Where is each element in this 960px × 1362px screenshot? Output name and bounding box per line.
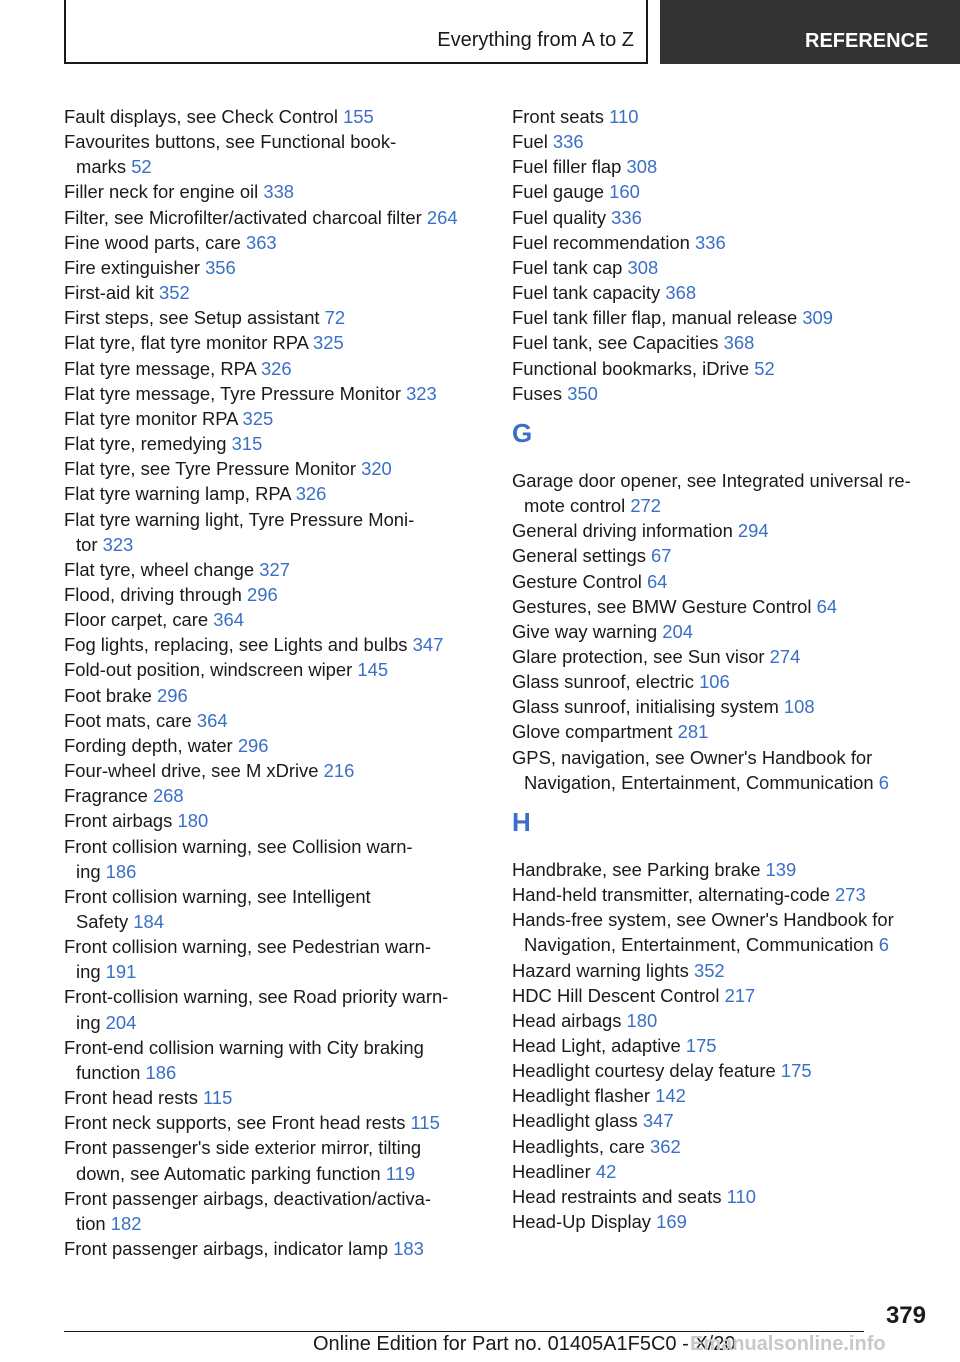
index-term: Favourites buttons, see Functional book‐: [64, 131, 397, 153]
index-entry: [512, 569, 932, 594]
index-entry: [512, 644, 932, 669]
index-term: Front airbags: [64, 810, 173, 832]
index-entry: [64, 305, 484, 330]
page-reference-link[interactable]: 336: [552, 131, 584, 153]
page-reference-link[interactable]: 281: [677, 721, 709, 743]
index-term: Head airbags: [512, 1009, 622, 1031]
page-reference-link[interactable]: 115: [203, 1087, 233, 1109]
index-term: GPS, navigation, see Owner's Handbook for: [512, 746, 873, 768]
page-reference-link[interactable]: 323: [406, 382, 437, 404]
index-term: Flat tyre, wheel change: [64, 558, 255, 580]
page-reference-link[interactable]: 308: [626, 156, 658, 178]
index-entry: [64, 783, 484, 808]
page-reference-link[interactable]: 115: [410, 1112, 440, 1134]
index-term: Hands-free system, see Owner's Handbook for: [512, 909, 894, 931]
index-term-continued: ing: [76, 1011, 101, 1033]
index-term-continued: function: [76, 1061, 141, 1083]
page-reference-link[interactable]: 368: [665, 282, 697, 304]
page-reference-link[interactable]: 52: [754, 357, 775, 379]
index-term-continued: ing: [76, 860, 101, 882]
index-entry: [512, 1008, 932, 1033]
index-entry: [64, 708, 484, 733]
page-reference-link[interactable]: 264: [426, 206, 458, 228]
page-reference-link[interactable]: 42: [595, 1160, 617, 1182]
page-reference-link[interactable]: 350: [567, 382, 598, 404]
index-term: Fuel tank cap: [512, 256, 623, 278]
page-reference-link[interactable]: 175: [780, 1060, 812, 1082]
index-entry: [64, 179, 484, 204]
index-entry: [512, 154, 932, 179]
page-number: 379: [885, 1302, 926, 1329]
index-term: Flat tyre, see Tyre Pressure Monitor: [64, 458, 356, 480]
index-entry: [512, 983, 932, 1008]
page-reference-link[interactable]: 352: [159, 282, 190, 304]
page-reference-link[interactable]: 6: [878, 771, 889, 793]
index-term: Front collision warning, see Pedestrian warn‐: [64, 936, 431, 958]
index-entry: [512, 1209, 932, 1234]
index-entry: [512, 205, 932, 230]
index-term: Fuel: [512, 131, 548, 153]
index-entry: [512, 1159, 932, 1184]
page-reference-link[interactable]: 363: [245, 231, 277, 253]
index-entry: [512, 129, 932, 154]
index-entry: [64, 330, 484, 355]
index-term: Fuel filler flap: [512, 156, 622, 178]
page-reference-link[interactable]: 139: [765, 858, 797, 880]
page-reference-link[interactable]: 274: [769, 645, 801, 667]
page-reference-link[interactable]: 315: [231, 433, 263, 455]
index-term: Fuel tank filler flap, manual release: [512, 307, 798, 329]
page-reference-link[interactable]: 296: [247, 583, 278, 605]
index-term: Fuel tank, see Capacities: [512, 332, 719, 354]
index-term: Fold-out position, windscreen wiper: [64, 659, 353, 681]
index-term: Fuel gauge: [512, 181, 605, 203]
index-term: Fire extinguisher: [64, 256, 200, 278]
page-reference-link[interactable]: 347: [642, 1110, 674, 1132]
index-term: Fog lights, replacing, see Lights and bulbs: [64, 634, 408, 656]
page-reference-link[interactable]: 352: [693, 959, 725, 981]
index-entry: [512, 230, 932, 255]
index-entry: [64, 356, 484, 381]
index-entry: [64, 632, 484, 657]
index-term: Headlight courtesy delay feature: [512, 1060, 776, 1082]
index-entry: [512, 719, 932, 744]
section-tab-label: REFERENCE: [805, 30, 929, 52]
page-reference-link[interactable]: 155: [343, 106, 374, 127]
index-column-left: [64, 104, 484, 1261]
index-term: Front collision warning, see Collision warn‐: [64, 835, 413, 857]
page-reference-link[interactable]: 175: [685, 1035, 717, 1056]
index-term: Headlight glass: [512, 1110, 638, 1132]
index-entry: [64, 834, 484, 884]
index-term: Fuses: [512, 382, 563, 404]
index-entry: [64, 129, 484, 179]
chapter-title: Everything from A to Z: [437, 29, 634, 51]
index-entry: [512, 857, 932, 882]
index-term-continued: Navigation, Entertainment, Communication: [524, 934, 874, 956]
index-term: Flood, driving through: [64, 583, 242, 605]
page-reference-link[interactable]: 186: [105, 860, 137, 882]
page-reference-link[interactable]: 347: [412, 634, 444, 656]
index-term: Flat tyre message, RPA: [64, 357, 256, 379]
index-entry: [512, 104, 932, 129]
index-entry: [512, 518, 932, 543]
page-reference-link[interactable]: 364: [213, 609, 244, 631]
index-entry: [64, 104, 484, 129]
index-entry: [64, 205, 484, 230]
index-term: Foot mats, care: [64, 709, 192, 731]
index-term: HDC Hill Descent Control: [512, 984, 720, 1006]
index-entry: [512, 356, 932, 381]
index-term: Glare protection, see Sun visor: [512, 645, 765, 667]
page-reference-link[interactable]: 268: [152, 785, 184, 807]
index-entry: [512, 468, 932, 518]
index-entry: [512, 958, 932, 983]
page-reference-link[interactable]: 119: [385, 1162, 416, 1184]
page-reference-link[interactable]: 108: [783, 696, 815, 718]
index-column-right: [512, 104, 932, 1234]
index-term: Glove compartment: [512, 721, 673, 743]
page-reference-link[interactable]: 180: [626, 1009, 658, 1031]
index-entry: [64, 1035, 484, 1085]
index-term-continued: marks: [76, 156, 127, 178]
page-reference-link[interactable]: 191: [105, 961, 137, 983]
index-term: Head Light, adaptive: [512, 1035, 681, 1056]
index-entry: [64, 683, 484, 708]
index-entry: [512, 669, 932, 694]
index-entry: [64, 657, 484, 682]
page-reference-link[interactable]: 183: [393, 1238, 424, 1260]
index-entry: [512, 1058, 932, 1083]
index-group-g: [512, 468, 932, 795]
index-term: Glass sunroof, electric: [512, 671, 694, 693]
index-group-h: [512, 857, 932, 1234]
page-reference-link[interactable]: 216: [323, 760, 355, 782]
index-term: First-aid kit: [64, 282, 154, 304]
index-term: Head-Up Display: [512, 1211, 652, 1233]
index-entry: [64, 1236, 484, 1261]
section-letter-g: G: [512, 417, 533, 448]
index-entry: [512, 179, 932, 204]
index-term: Fuel quality: [512, 206, 607, 228]
index-term-continued: ing: [76, 961, 101, 983]
index-entry: [512, 255, 932, 280]
index-term: Fragrance: [64, 785, 148, 807]
page-reference-link[interactable]: 52: [131, 156, 152, 178]
index-entry: [512, 381, 932, 406]
index-entry: [512, 305, 932, 330]
page-reference-link[interactable]: 273: [835, 884, 866, 906]
index-entry: [512, 330, 932, 355]
page-reference-link[interactable]: 323: [102, 533, 134, 555]
index-term: Flat tyre, remedying: [64, 433, 227, 455]
page-reference-link[interactable]: 110: [726, 1185, 757, 1207]
index-term-continued: Safety: [76, 911, 129, 932]
index-term: First steps, see Setup assistant: [64, 307, 320, 329]
index-term: Front passenger's side exterior mirror, tilting: [64, 1137, 422, 1159]
index-term: Headlights, care: [512, 1135, 645, 1157]
index-term: Functional bookmarks, iDrive: [512, 357, 750, 379]
index-term: Filter, see Microfilter/activated charcoal filter: [64, 206, 422, 228]
page-reference-link[interactable]: 142: [655, 1085, 686, 1107]
index-term: Garage door opener, see Integrated universal re‐: [512, 469, 911, 491]
page-reference-link[interactable]: 364: [196, 709, 228, 731]
page-reference-link[interactable]: 294: [737, 520, 769, 542]
page-reference-link[interactable]: 336: [695, 231, 726, 253]
index-entry: [64, 1110, 484, 1135]
footer-rule: [64, 1331, 864, 1332]
index-entry: [512, 907, 932, 957]
index-entry: [64, 255, 484, 280]
page-reference-link[interactable]: 308: [627, 256, 659, 278]
index-entry: [64, 884, 484, 934]
index-term-continued: Navigation, Entertainment, Communication: [524, 771, 874, 793]
index-term-continued: tor: [76, 533, 98, 555]
page-reference-link[interactable]: 272: [630, 495, 662, 517]
page-reference-link[interactable]: 72: [324, 307, 346, 329]
index-entry: [64, 984, 484, 1034]
index-term: Flat tyre monitor RPA: [64, 407, 238, 429]
index-term: Front neck supports, see Front head rests: [64, 1112, 406, 1134]
index-term: General driving information: [512, 520, 733, 542]
index-entry: [64, 607, 484, 632]
index-term: Front-collision warning, see Road priority warn‐: [64, 986, 449, 1008]
index-term: Head restraints and seats: [512, 1185, 722, 1207]
index-entry: [512, 280, 932, 305]
index-term: Give way warning: [512, 620, 658, 642]
index-entry: [512, 694, 932, 719]
page-reference-link[interactable]: 326: [295, 483, 327, 505]
page-reference-link[interactable]: 309: [802, 307, 834, 329]
index-entry: [512, 882, 932, 907]
index-entry: [64, 808, 484, 833]
page-reference-link[interactable]: 106: [699, 671, 730, 693]
index-term: Hazard warning lights: [512, 959, 689, 981]
index-term: Handbrake, see Parking brake: [512, 858, 761, 880]
page-reference-link[interactable]: 362: [650, 1135, 681, 1157]
page-reference-link[interactable]: 296: [157, 684, 188, 706]
index-entry: [64, 1186, 484, 1236]
watermark-logo: Emanualsonline.info: [690, 1333, 886, 1355]
index-term-continued: mote control: [524, 495, 626, 517]
index-term: Gesture Control: [512, 570, 642, 592]
index-entry: [64, 1085, 484, 1110]
page-reference-link[interactable]: 110: [609, 106, 639, 127]
section-tab: [660, 0, 960, 64]
page-reference-link[interactable]: 204: [105, 1011, 137, 1033]
page-reference-link[interactable]: 180: [177, 810, 209, 832]
page-reference-link[interactable]: 325: [242, 407, 274, 429]
index-term: Fuel tank capacity: [512, 282, 661, 304]
index-entry: [64, 758, 484, 783]
index-group-f: [512, 104, 932, 406]
index-term: Fine wood parts, care: [64, 231, 241, 253]
page-reference-link[interactable]: 356: [205, 256, 236, 278]
page-reference-link[interactable]: 296: [237, 734, 269, 756]
page-reference-link[interactable]: 160: [609, 181, 640, 203]
index-entry: [64, 456, 484, 481]
page-reference-link[interactable]: 326: [260, 357, 292, 379]
index-term: Glass sunroof, initialising system: [512, 696, 779, 718]
index-entry: [512, 619, 932, 644]
page-reference-link[interactable]: 320: [361, 458, 392, 480]
index-term: Front passenger airbags, indicator lamp: [64, 1238, 389, 1260]
index-entry: [512, 745, 932, 795]
page-reference-link[interactable]: 182: [110, 1212, 142, 1234]
index-term: Front passenger airbags, deactivation/activa‐: [64, 1187, 431, 1209]
index-entry: [64, 557, 484, 582]
index-term: Front-end collision warning with City braking: [64, 1036, 424, 1058]
page-reference-link[interactable]: 338: [263, 181, 295, 203]
page-reference-link[interactable]: 204: [662, 620, 693, 642]
index-entry: [64, 733, 484, 758]
index-term: Four-wheel drive, see M xDrive: [64, 760, 319, 782]
page-reference-link[interactable]: 336: [611, 206, 642, 228]
page-reference-link[interactable]: 67: [651, 545, 672, 567]
index-entry: [64, 431, 484, 456]
page-reference-link[interactable]: 327: [259, 558, 290, 580]
index-entry: [512, 1108, 932, 1133]
index-term: Fault displays, see Check Control: [64, 106, 338, 127]
index-term: Fording depth, water: [64, 734, 233, 756]
index-entry: [64, 406, 484, 431]
index-term: Foot brake: [64, 684, 152, 706]
index-entry: [64, 1135, 484, 1185]
page-reference-link[interactable]: 186: [145, 1061, 177, 1083]
index-entry: [512, 1083, 932, 1108]
section-letter-h: H: [512, 806, 531, 837]
page-reference-link[interactable]: 169: [656, 1211, 687, 1233]
page-reference-link[interactable]: 64: [816, 595, 838, 617]
index-entry: [64, 230, 484, 255]
index-term: General settings: [512, 545, 646, 567]
index-term: Floor carpet, care: [64, 609, 209, 631]
page-reference-link[interactable]: 145: [357, 659, 389, 681]
index-term: Front head rests: [64, 1087, 198, 1109]
index-term: Hand-held transmitter, alternating-code: [512, 884, 830, 906]
index-term: Gestures, see BMW Gesture Control: [512, 595, 812, 617]
index-entry: [64, 582, 484, 607]
index-term: Filler neck for engine oil: [64, 181, 259, 203]
edition-note: Online Edition for Part no. 01405A1F5C0 - X/20: [313, 1333, 736, 1355]
page-reference-link[interactable]: 368: [723, 332, 755, 354]
index-entry: [64, 481, 484, 506]
index-entry: [512, 1033, 932, 1058]
chapter-header: [64, 0, 648, 64]
index-entry: [64, 381, 484, 406]
index-term-continued: down, see Automatic parking function: [76, 1162, 381, 1184]
index-entry: [64, 934, 484, 984]
index-entry: [512, 594, 932, 619]
page-reference-link[interactable]: 217: [724, 984, 756, 1006]
page-reference-link[interactable]: 6: [878, 934, 889, 956]
index-entry: [512, 1184, 932, 1209]
index-term: Headliner: [512, 1160, 591, 1182]
index-entry: [64, 507, 484, 557]
index-entry: [512, 1134, 932, 1159]
page-reference-link[interactable]: 64: [646, 570, 668, 592]
index-term: Flat tyre message, Tyre Pressure Monitor: [64, 382, 401, 404]
index-entry: [64, 280, 484, 305]
index-term: Flat tyre warning lamp, RPA: [64, 483, 291, 505]
index-term-continued: tion: [76, 1212, 106, 1234]
index-term: Fuel recommendation: [512, 231, 690, 253]
index-term: Headlight flasher: [512, 1085, 651, 1107]
index-entry: [512, 543, 932, 568]
index-term: Front seats: [512, 106, 604, 127]
index-term: Front collision warning, see Intelligent: [64, 885, 371, 907]
index-term: Flat tyre warning light, Tyre Pressure Moni‐: [64, 508, 415, 530]
page-reference-link[interactable]: 325: [313, 332, 344, 354]
index-term: Flat tyre, flat tyre monitor RPA: [64, 332, 308, 354]
page-reference-link[interactable]: 184: [133, 911, 164, 932]
